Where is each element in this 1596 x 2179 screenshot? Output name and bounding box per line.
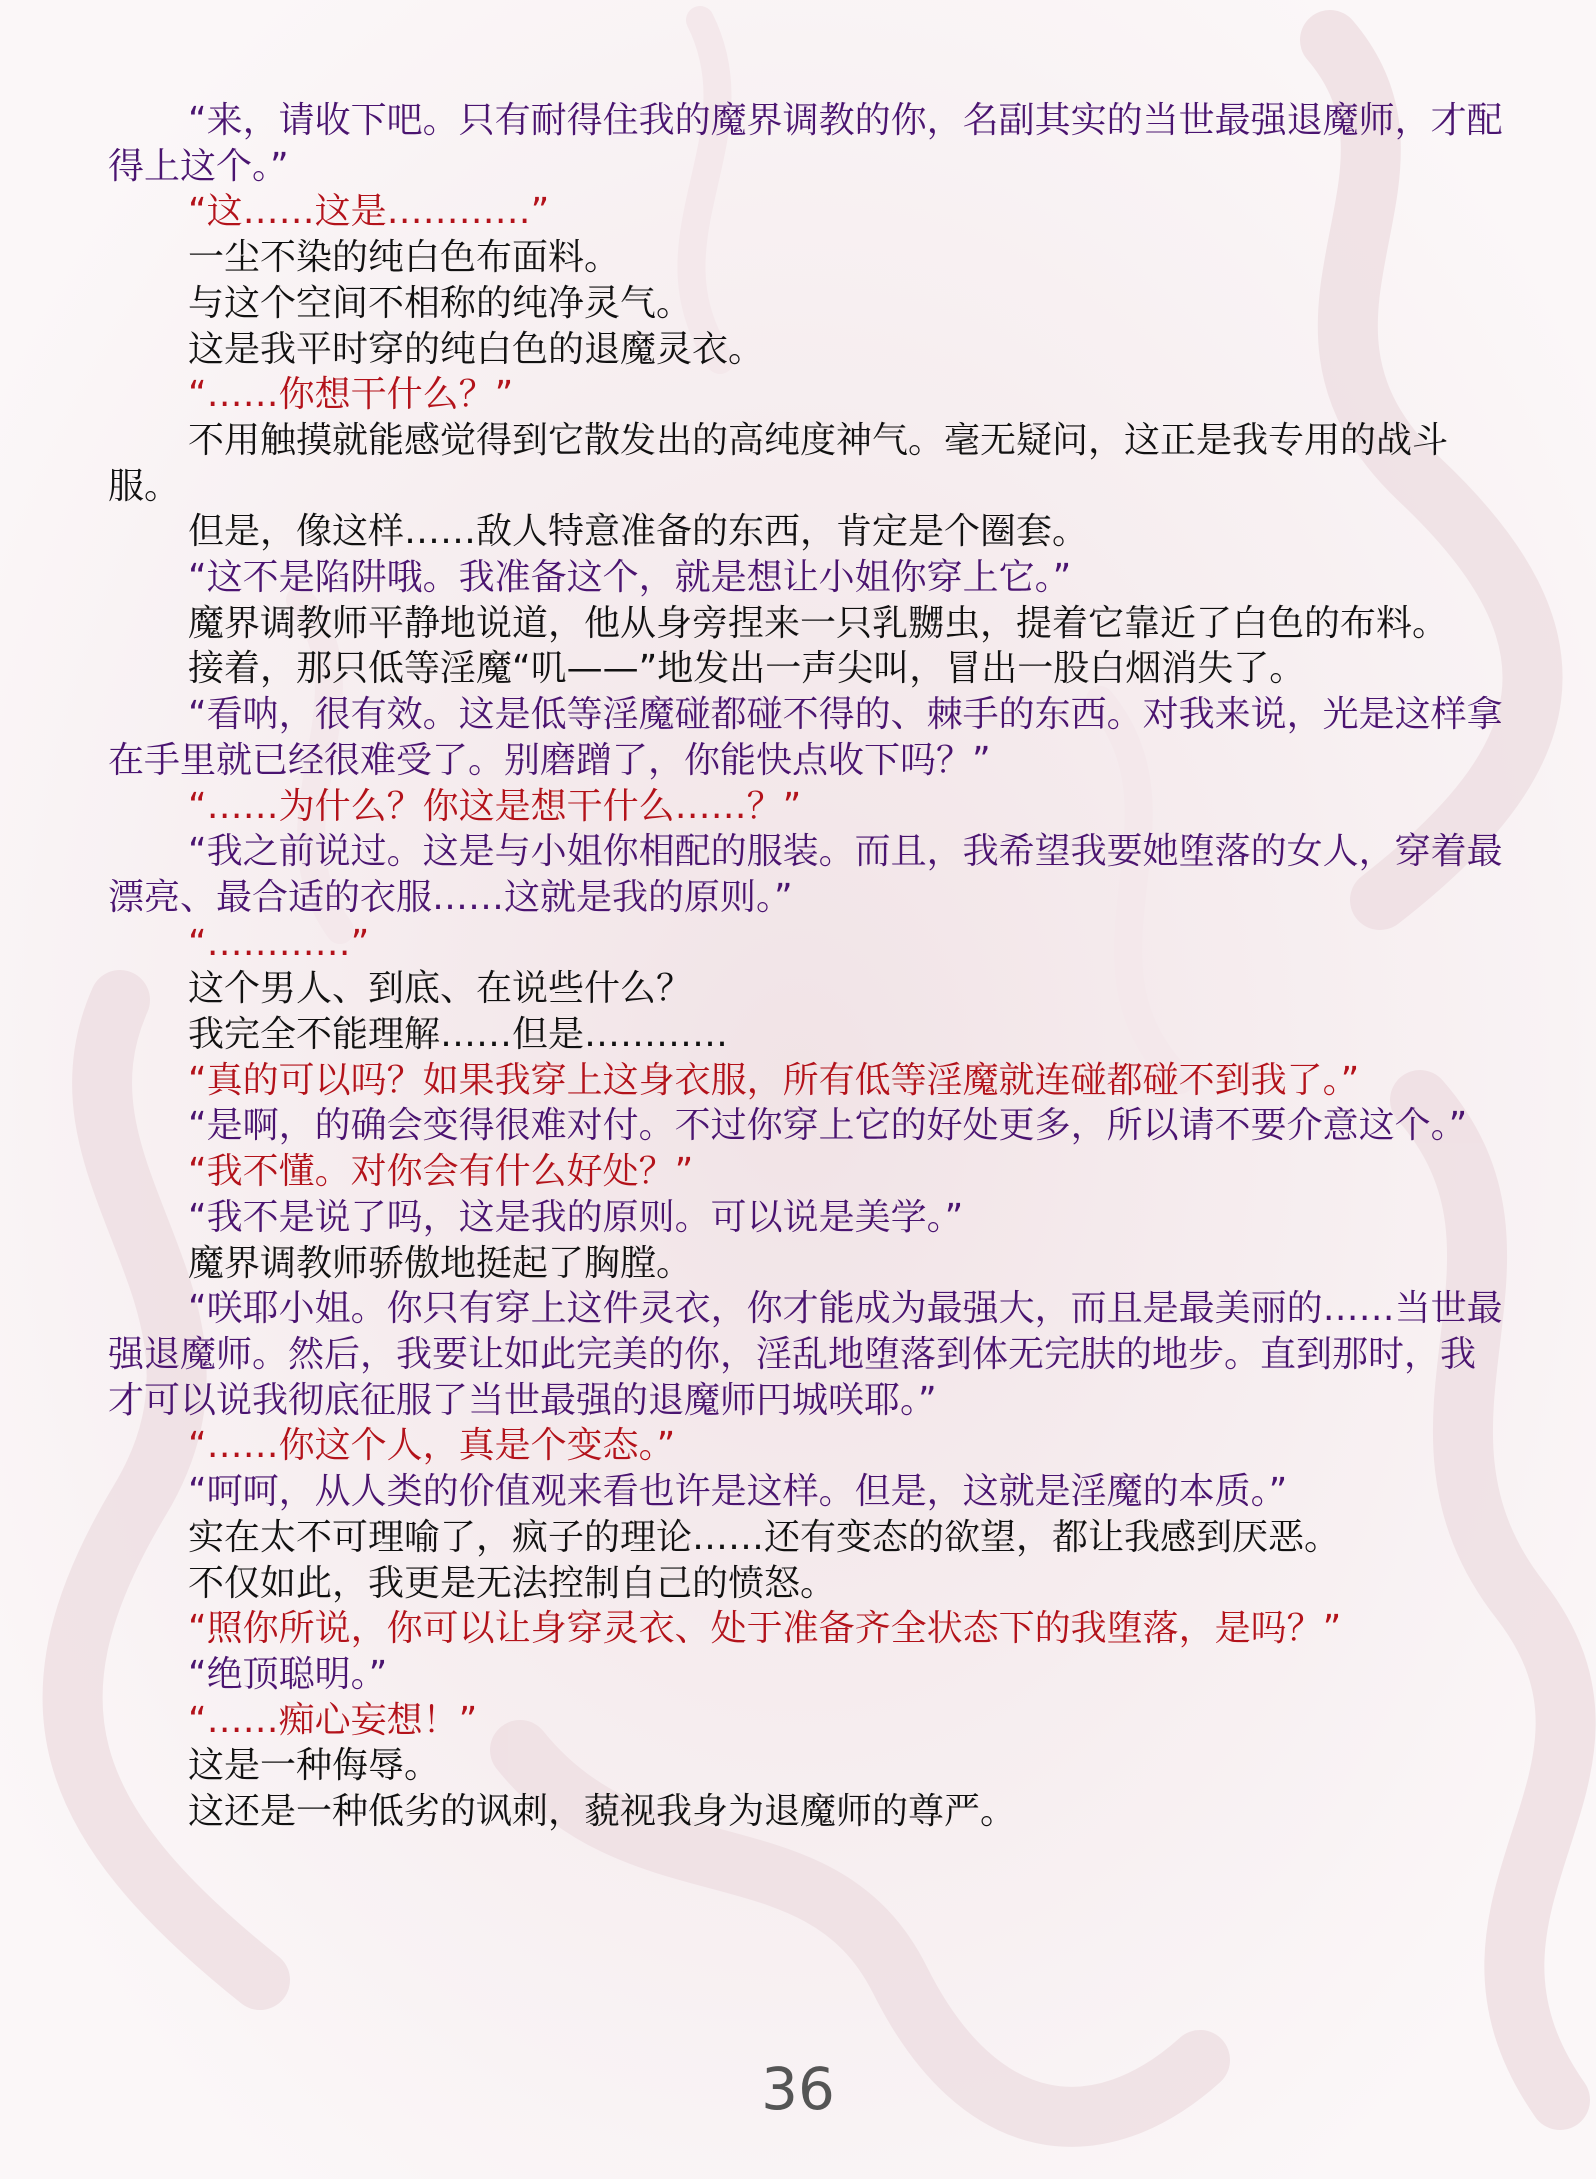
paragraph: “咲耶小姐。你只有穿上这件灵衣，你才能成为最强大，而且是最美丽的……当世最强退魔师。然后，我要让如此完美的你，淫乱地堕落到体无完肤的地步。直到那时，我才可以说我彻底征服了当世最强的退魔师円城咲耶。” — [108, 1288, 1503, 1421]
paragraph: 不用触摸就能感觉得到它散发出的高纯度神气。毫无疑问，这正是我专用的战斗服。 — [108, 419, 1449, 507]
paragraph: “真的可以吗？如果我穿上这身衣服，所有低等淫魔就连碰都碰不到我了。” — [188, 1059, 1360, 1101]
paragraph: “这不是陷阱哦。我准备这个，就是想让小姐你穿上它。” — [188, 557, 1072, 599]
paragraph: “来，请收下吧。只有耐得住我的魔界调教的你，名副其实的当世最强退魔师，才配得上这个。” — [108, 100, 1503, 187]
paragraph: 这个男人、到底、在说些什么？ — [188, 968, 693, 1010]
paragraph: “看呐，很有效。这是低等淫魔碰都碰不得的、棘手的东西。对我来说，光是这样拿在手里就已经很难受了。别磨蹭了，你能快点收下吗？” — [108, 694, 1503, 781]
paragraph: “我之前说过。这是与小姐你相配的服装。而且，我希望我要她堕落的女人，穿着最漂亮、最合适的衣服……这就是我的原则。” — [108, 831, 1503, 918]
paragraph: “绝顶聪明。” — [188, 1653, 388, 1695]
paragraph: 这是一种侮辱。 — [188, 1745, 441, 1787]
paragraph: “是啊，的确会变得很难对付。不过你穿上它的好处更多，所以请不要介意这个。” — [188, 1105, 1468, 1147]
paragraph: 我完全不能理解……但是………… — [188, 1014, 729, 1056]
paragraph: “照你所说，你可以让身穿灵衣、处于准备齐全状态下的我堕落，是吗？” — [188, 1608, 1342, 1650]
paragraph: “我不懂。对你会有什么好处？” — [188, 1151, 694, 1193]
paragraph: “我不是说了吗，这是我的原则。可以说是美学。” — [188, 1196, 964, 1238]
paragraph: “呵呵，从人类的价值观来看也许是这样。但是，这就是淫魔的本质。” — [188, 1471, 1288, 1513]
paragraph: 魔界调教师平静地说道，他从身旁捏来一只乳嬲虫，提着它靠近了白色的布料。 — [188, 602, 1449, 644]
paragraph: 但是，像这样……敌人特意准备的东西，肯定是个圈套。 — [188, 511, 1089, 553]
text-body — [108, 98, 1508, 1835]
paragraph: “……为什么？你这是想干什么……？” — [188, 785, 802, 827]
paragraph: 与这个空间不相称的纯净灵气。 — [188, 282, 693, 324]
page-number: 36 — [761, 2055, 835, 2123]
paragraph: 实在太不可理喻了，疯子的理论……还有变态的欲望，都让我感到厌恶。 — [188, 1516, 1341, 1558]
paragraph: 魔界调教师骄傲地挺起了胸膛。 — [188, 1242, 693, 1284]
paragraph: 不仅如此，我更是无法控制自己的愤怒。 — [188, 1562, 837, 1604]
paragraph: “……你这个人，真是个变态。” — [188, 1425, 676, 1467]
paragraph: 接着，那只低等淫魔“叽——”地发出一声尖叫，冒出一股白烟消失了。 — [188, 648, 1306, 690]
paragraph: “……你想干什么？” — [188, 374, 514, 416]
paragraph: 这还是一种低劣的讽刺，藐视我身为退魔师的尊严。 — [188, 1791, 1017, 1833]
paragraph: “这……这是…………” — [188, 191, 550, 233]
paragraph: “……痴心妄想！” — [188, 1699, 478, 1741]
paragraph: 一尘不染的纯白色布面料。 — [188, 237, 621, 279]
paragraph: “…………” — [188, 922, 370, 964]
paragraph: 这是我平时穿的纯白色的退魔灵衣。 — [188, 328, 765, 370]
